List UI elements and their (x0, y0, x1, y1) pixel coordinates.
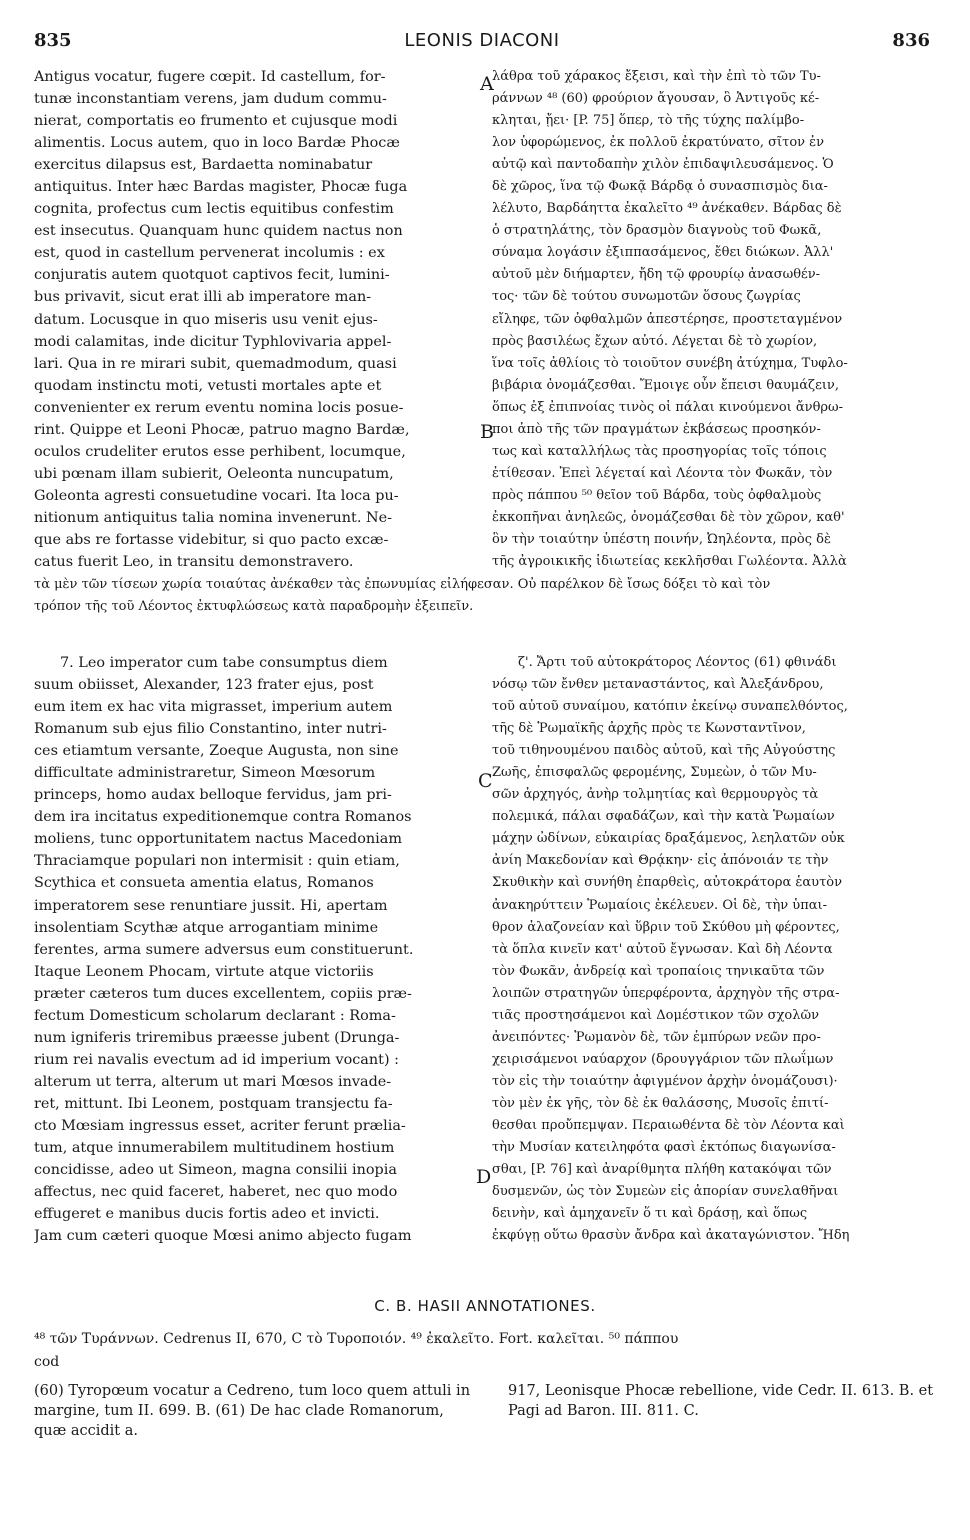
latin-text-line: tum, atque innumerabilem multitudinem hostium (34, 1140, 395, 1157)
greek-text-line: θρον ἀλαζονείαν καὶ ὕβριν τοῦ Σκύθου μὴ φέροντες, (492, 919, 840, 935)
latin-text-line: tunæ inconstantiam verens, jam dudum commu- (34, 91, 387, 108)
greek-text-line: τὴν Μυσίαν κατειληφότα φασὶ ἐκτόπως διαγωνίσα- (492, 1140, 836, 1156)
latin-text-line: modi calamitas, inde dicitur Typhlovivaria appel- (34, 333, 392, 350)
latin-text-line: ferentes, arma sumere adversus eum constituerunt. (34, 941, 414, 958)
greek-text-line: τὸν εἰς τὴν τοιαύτην ἀφιγμένον ἀρχὴν ὀνομάζουσι)· (492, 1073, 838, 1089)
latin-text-line: suum obiisset, Alexander, 123 frater ejus, post (34, 677, 374, 694)
greek-text-line: ἐτίθεσαν. Ἐπεὶ λέγεταί καὶ Λέοντα τὸν Φωκᾶν, τὸν (492, 465, 833, 481)
latin-text-line: imperatorem sese renuntiare jussit. Hi, apertam (34, 897, 388, 914)
greek-text-line: χειρισάμενοι ναύαρχον (δρουγγάριον τῶν πλωΐμων (492, 1051, 834, 1067)
latin-text-line: princeps, homo audax belloque fervidus, jam pri- (34, 787, 392, 804)
greek-text-line: σῶν ἀρχηγός, ἀνὴρ τολμητίας καὶ θερμουργὸς τὰ (492, 787, 819, 803)
greek-text-line: τὸν Φωκᾶν, ἀνδρείᾳ καὶ τροπαίοις τηνικαῦτα τῶν (492, 963, 825, 979)
greek-text-line: νόσῳ τῶν ἔνθεν μεταναστάντος, καὶ Ἀλεξάνδρου, (492, 677, 824, 693)
latin-text-line: nitionum antiquitus talia nomina invenerunt. Ne- (34, 509, 392, 526)
latin-text-line: Thraciamque populari non intermisit : quin etiam, (34, 853, 400, 870)
latin-column-section-7 (34, 652, 480, 1247)
margin-marker-c: C (478, 770, 493, 792)
greek-text-line: ἵνα τοῖς ἀθλίοις τὸ τοιοῦτον συνέβη ἀτύχημα, Τυφλο- (492, 355, 848, 371)
latin-text-line: cognita, profectus cum lectis equitibus confestim (34, 201, 394, 218)
greek-column-section-7 (492, 652, 936, 1247)
latin-text-line: est, quod in castellum pervenerat incolumis : ex (34, 245, 385, 262)
greek-text-line: πρὸς πάππου ⁵⁰ θεῖον τοῦ Βάρδα, τοὺς ὀφθαλμοὺς (492, 487, 822, 503)
greek-text-line: θεσθαι προὔπεμψαν. Περαιωθέντα δὲ τὸν Λέοντα καὶ (492, 1117, 845, 1133)
greek-text-line: δὲ χῶρος, ἵνα τῷ Φωκᾷ Βάρδᾳ ὁ συνασπισμὸς δια- (492, 179, 828, 195)
latin-text-line: moliens, tunc opportunitatem nactus Macedoniam (34, 831, 403, 848)
latin-text-line: 7. Leo imperator cum tabe consumptus diem (60, 655, 388, 671)
greek-text-line: βιβάρια ὀνομάζεσθαι. Ἔμοιγε οὖν ἔπεισι θαυμάζειν, (492, 377, 839, 393)
latin-text-line: oculos crudeliter erutos esse perhibent, locumque, (34, 443, 406, 460)
greek-text-line: τρόπον τῆς τοῦ Λέοντος ἐκτυφλώσεως κατὰ παραδρομὴν ἐξειπεῖν. (34, 599, 474, 615)
latin-text-line: datum. Locusque in quo miseris usu venit ejus- (34, 311, 378, 328)
annotations-heading: C. B. HASII ANNOTATIONES. (374, 1297, 596, 1315)
greek-text-line: λον ὑφορώμενος, ἐκ πολλοῦ ἐκρατύνατο, σῖτον ἐν (492, 135, 825, 151)
latin-text-line: exercitus dilapsus est, Bardaetta nominabatur (34, 157, 373, 174)
greek-text-line: ζ'. Ἄρτι τοῦ αὐτοκράτορος Λέοντος (61) φθινάδι (518, 655, 837, 670)
greek-full-width-passage (34, 574, 936, 618)
latin-text-line: bus privavit, sicut erat illi ab imperatore man- (34, 289, 372, 306)
greek-text-line: τῆς δὲ Ῥωμαϊκῆς ἀρχῆς πρὸς τε Κωνσταντῖνον, (492, 721, 806, 737)
latin-text-line: num igniferis triremibus præesse jubent (Drunga- (34, 1029, 400, 1046)
latin-text-line: difficultate administraretur, Simeon Mœsorum (34, 765, 376, 782)
latin-text-line: affectus, nec quid faceret, haberet, nec quo modo (34, 1184, 398, 1201)
greek-text-line: λοιπῶν στρατηγῶν ὑπερφέροντα, ἀρχηγὸν τῆς στρα- (492, 985, 840, 1001)
footnote-left: (60) Tyropœum vocatur a Cedreno, tum loco quem attuli in margine, tum II. 699. B. (61) De hac clade Romanorum, quæ accidit a. (34, 1383, 471, 1439)
latin-text-line: convenienter ex rerum eventu nomina locis posue- (34, 399, 404, 416)
greek-text-line: τῆς ἀγροικικῆς ἰδιωτείας κεκλῆσθαι Γωλέοντα. Ἀλλὰ (492, 554, 847, 570)
latin-text-line: fectum Domesticum scholarum declarant : Roma- (34, 1007, 396, 1024)
latin-text-line: Romanum sub ejus filio Constantino, inter nutri- (34, 721, 387, 738)
greek-text-line: πρὸς βασιλέως ἔχων αὐτό. Λέγεται δὲ τὸ χωρίον, (492, 333, 818, 349)
greek-text-line: δυσμενῶν, ὡς τὸν Συμεὼν εἰς ἀπορίαν συνελαθῆναι (492, 1184, 839, 1200)
latin-text-line: que abs re fortasse videbitur, si quo pacto excæ- (34, 531, 389, 548)
latin-text-line: nierat, comportatis eo frumento et cujusque modi (34, 113, 398, 130)
greek-text-line: σθαι, [P. 76] καὶ ἀναρίθμητα πλήθη κατακόψαι τῶν (492, 1162, 832, 1178)
greek-text-line: λάθρα τοῦ χάρακος ἔξεισι, καὶ τὴν ἐπὶ τὸ τῶν Τυ- (492, 69, 821, 84)
greek-text-line: λέλυτο, Βαρδάηττα ἐκαλεῖτο ⁴⁹ ἀνέκαθεν. Βάρδας δὲ (492, 201, 842, 217)
footnote-right: 917, Leonisque Phocæ rebellione, vide Cedr. II. 613. B. et Pagi ad Baron. III. 811. C. (508, 1383, 934, 1419)
margin-marker-b: B (480, 421, 494, 443)
greek-text-line: ἀνειπόντες· Ῥωμανὸν δὲ, τῶν ἐμπύρων νεῶν προ- (492, 1029, 821, 1045)
greek-text-line: ὃν τὴν τοιαύτην ὑπέστη ποινήν, Ὠηλέοντα, πρὸς δὲ (492, 531, 831, 547)
greek-text-line: Ζωῆς, ἐπισφαλῶς φερομένης, Συμεὼν, ὁ τῶν Μυ- (492, 765, 817, 781)
greek-text-line: αὐτῷ καὶ παντοδαπὴν χιλὸν ἐπιδαψιλευσάμενος. Ὁ (492, 157, 834, 173)
latin-text-line: Antigus vocatur, fugere cœpit. Id castellum, for- (34, 69, 386, 85)
greek-text-line: ἀνίη Μακεδονίαν καὶ Θρᾴκην· εἰς ἀπόνοιάν τε τὴν (492, 853, 829, 869)
margin-marker-d: D (476, 1166, 492, 1188)
textual-note-line: ⁴⁸ τῶν Τυράννων. Cedrenus II, 670, C τὸ Τυροποιόν. ⁴⁹ ἐκαλεῖτο. Fort. καλεῖται. ⁵⁰ πάππου (34, 1331, 679, 1347)
running-title: LEONIS DIACONI (404, 30, 560, 51)
latin-text-line: eum item ex hac vita migrasset, imperium autem (34, 699, 393, 716)
greek-text-line: ποι ἀπὸ τῆς τῶν πραγμάτων ἐκβάσεως προσηκόν- (492, 421, 821, 437)
latin-column-top (34, 66, 480, 573)
latin-text-line: concidisse, adeo ut Simeon, magna consilii inopia (34, 1162, 397, 1179)
greek-text-line: τως καὶ καταλλήλως τὰς προσηγορίας τοῖς τόποις (492, 443, 827, 459)
greek-text-line: τος· τῶν δὲ τούτου συνωμοτῶν ὅσους ζωγρίας (492, 289, 801, 305)
greek-text-line: κληται, ᾔει· [P. 75] ὅπερ, τὸ τῆς τύχης παλίμβο- (492, 113, 805, 129)
latin-text-line: lari. Qua in re mirari subit, quemadmodum, quasi (34, 355, 397, 372)
latin-text-line: alterum ut terra, alterum ut mari Mœsos invade- (34, 1073, 392, 1090)
latin-text-line: Jam cum cæteri quoque Mœsi animo abjecto fugam (34, 1228, 412, 1245)
latin-text-line: conjuratis autem quotquot captivos fecit, lumini- (34, 267, 390, 284)
greek-text-line: εἴληφε, τῶν ὀφθαλμῶν ἀπεστέρησε, προστεταγμένον (492, 311, 843, 327)
greek-text-line: τοῦ τιθηνουμένου παιδὸς αὐτοῦ, καὶ τῆς Αὐγούστης (492, 743, 836, 759)
greek-text-line: τιᾶς προστησάμενοι καὶ Δομέστικον τῶν σχολῶν (492, 1007, 819, 1023)
latin-text-line: ubi pœnam illam subierit, Oeleonta nuncupatum, (34, 465, 394, 482)
latin-text-line: alimentis. Locus autem, quo in loco Bardæ Phocæ (34, 135, 400, 152)
greek-text-line: δεινὴν, καὶ ἀμηχανεῖν ὅ τι καὶ δράσῃ, καὶ ὅπως (492, 1206, 808, 1222)
latin-text-line: antiquitus. Inter hæc Bardas magister, Phocæ fuga (34, 179, 408, 196)
latin-text-line: est insecutus. Quanquam hunc quidem nactus non (34, 223, 403, 240)
greek-column-top (492, 66, 936, 573)
page-header (34, 30, 930, 60)
textual-note-line: cod (34, 1354, 60, 1370)
page-number-right: 836 (892, 30, 930, 51)
latin-text-line: Itaque Leonem Phocam, virtute atque victoriis (34, 963, 374, 980)
greek-text-line: τὸν μὲν ἐκ γῆς, τὸν δὲ ἐκ θαλάσσης, Μυσοῖς ἐπιτί- (492, 1095, 829, 1111)
latin-text-line: rium rei navalis evectum ad id imperium vocant) : (34, 1051, 399, 1068)
greek-text-line: τὰ μὲν τῶν τίσεων χωρία τοιαύτας ἀνέκαθεν τὰς ἐπωνυμίας εἰλήφεσαν. Οὐ παρέλκον δὲ ἴσως δόξει τὸ καὶ τὸν (34, 577, 771, 592)
greek-text-line: ἐκκοπῆναι ἀνηλεῶς, ὀνομάζεσθαι δὲ τὸν χῶρον, καθ' (492, 509, 845, 525)
latin-text-line: Scythica et consueta amentia elatus, Romanos (34, 875, 374, 892)
greek-text-line: Σκυθικὴν καὶ συνήθη ἐπαρθεὶς, αὐτοκράτορα ἑαυτὸν (492, 875, 842, 891)
latin-text-line: effugeret e manibus ducis fortis adeo et invicti. (34, 1206, 380, 1223)
greek-text-line: μάχην ὠδίνων, εὐκαιρίας δραξάμενος, λεηλατῶν οὐκ (492, 831, 845, 847)
latin-text-line: rint. Quippe et Leoni Phocæ, patruo magno Bardæ, (34, 421, 410, 438)
greek-text-line: αὐτοῦ μὲν διήμαρτεν, ἤδη τῷ φρουρίῳ ἀνασωθέν- (492, 267, 821, 283)
greek-text-line: ἐκφύγῃ οὕτω θρασὺν ἄνδρα καὶ ἀκαταγώνιστον. Ἤδη (492, 1228, 850, 1244)
latin-text-line: quodam instinctu moti, vetusti mortales apte et (34, 377, 382, 394)
margin-marker-a: A (480, 73, 494, 95)
greek-text-line: τὰ ὅπλα κινεῖν κατ' αὐτοῦ ἔγνωσαν. Καὶ δὴ Λέοντα (492, 941, 833, 957)
greek-text-line: ἀνακηρύττειν Ῥωμαίοις ἐκέλευεν. Οἱ δὲ, τὴν ὑπαι- (492, 897, 828, 913)
page-number-left: 835 (34, 30, 72, 51)
greek-text-line: σύναμα λογάσιν ἐξιππασάμενος, ἔθει διώκων. Ἀλλ' (492, 245, 834, 261)
latin-text-line: Goleonta agresti consuetudine vocari. Ita loca pu- (34, 487, 399, 504)
greek-text-line: τοῦ αὐτοῦ συναίμου, κατόπιν ἐκείνῳ συναπελθόντος, (492, 699, 848, 715)
latin-text-line: præter cæteros tum duces excellentem, copiis præ- (34, 985, 412, 1002)
greek-text-line: πολεμικά, πάλαι σφαδάζων, καὶ τὴν κατὰ Ῥωμαίων (492, 809, 835, 825)
latin-text-line: insolentiam Scythæ atque arrogantiam minime (34, 919, 379, 936)
latin-text-line: ces etiamtum versante, Zoeque Augusta, non sine (34, 743, 399, 760)
greek-text-line: ράννων ⁴⁸ (60) φρούριον ἄγουσαν, ὃ Ἀντιγοῦς κέ- (492, 91, 820, 107)
latin-text-line: catus fuerit Leo, in transitu demonstravero. (34, 554, 354, 571)
latin-text-line: cto Mœsiam ingressus esset, acriter ferunt prælia- (34, 1117, 406, 1134)
greek-text-line: ὁ στρατηλάτης, τὸν δρασμὸν διαγνοὺς τοῦ Φωκᾶ, (492, 223, 822, 239)
latin-text-line: dem ira incitatus expeditionemque contra Romanos (34, 809, 412, 826)
greek-text-line: ὅπως ἐξ ἐπιπνοίας τινὸς οἱ πάλαι κινούμενοι ἄνθρω- (492, 399, 844, 415)
latin-text-line: ret, mittunt. Ibi Leonem, postquam transjectu fa- (34, 1095, 393, 1112)
